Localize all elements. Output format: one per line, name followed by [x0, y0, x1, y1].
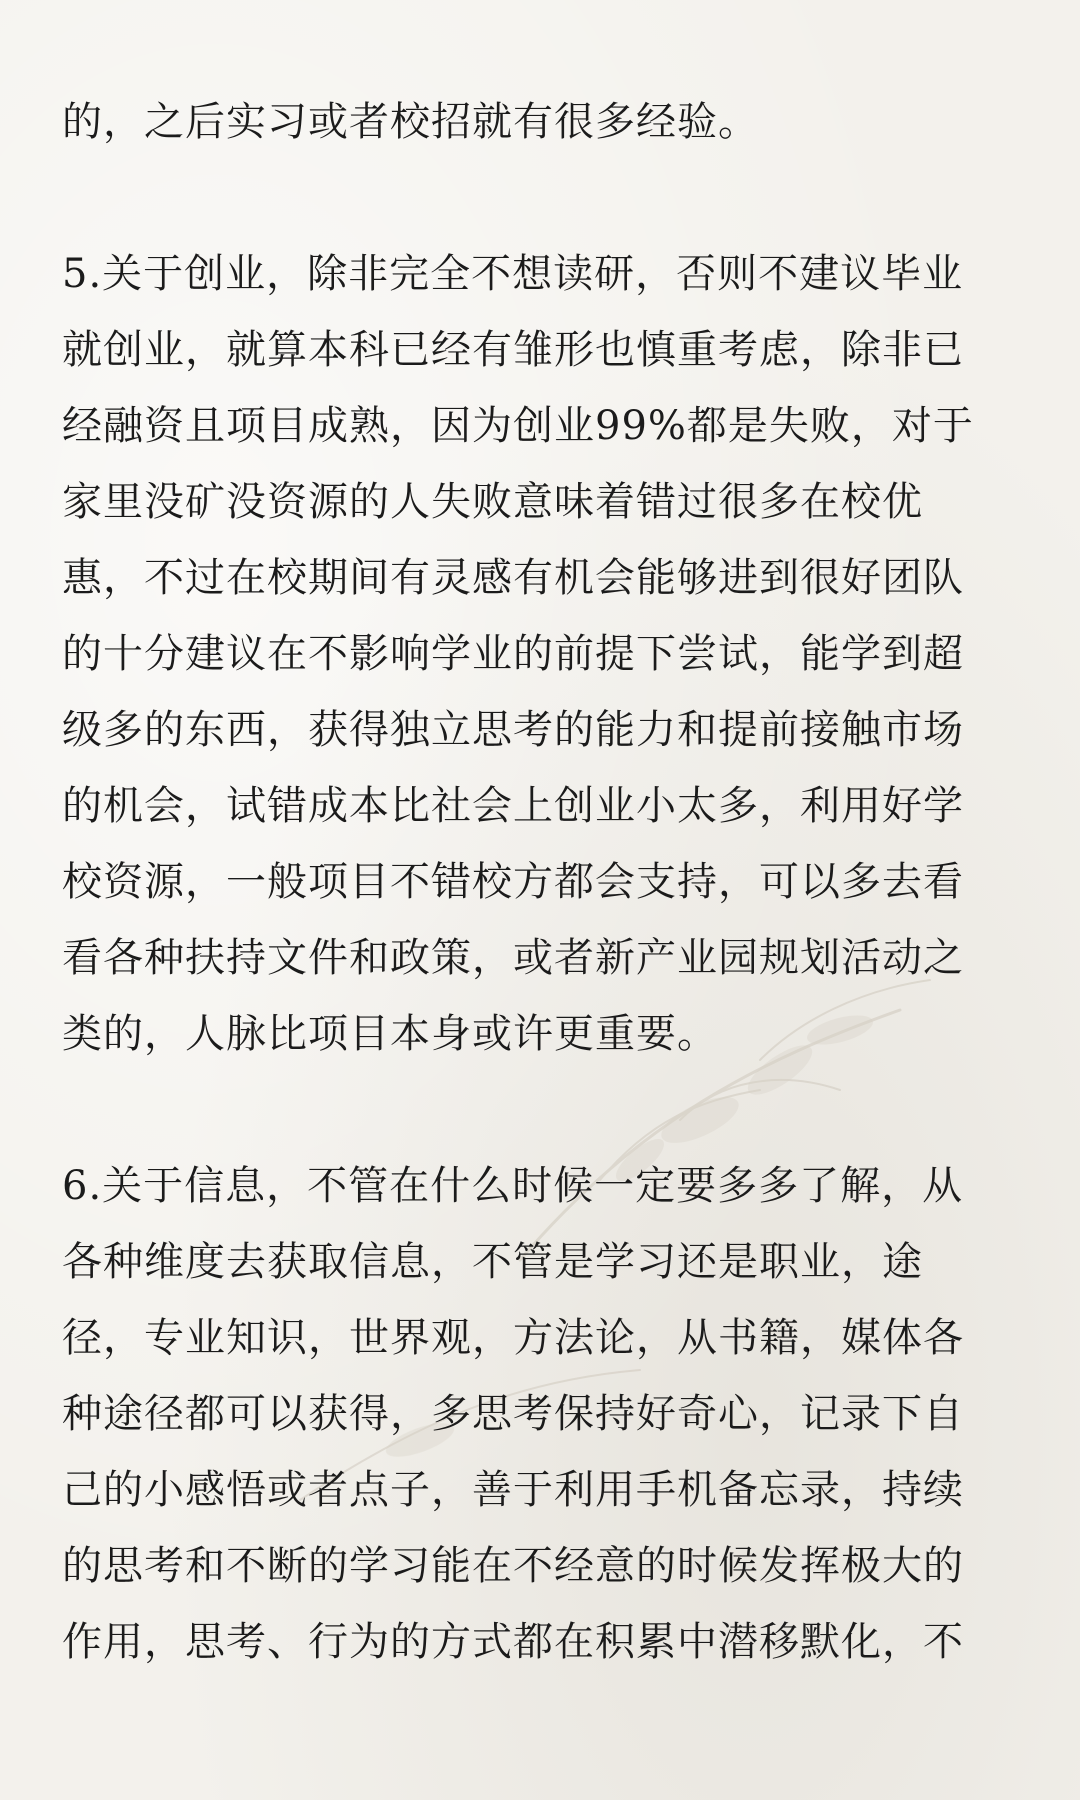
text-line: 的十分建议在不影响学业的前提下尝试，能学到超: [62, 631, 964, 677]
text-line: 就创业，就算本科已经有雏形也慎重考虑，除非已: [62, 327, 964, 373]
text-line: 看各种扶持文件和政策，或者新产业园规划活动之: [62, 935, 964, 981]
text-line: 己的小感悟或者点子，善于利用手机备忘录，持续: [62, 1467, 964, 1513]
text-line: 类的，人脉比项目本身或许更重要。: [62, 1011, 718, 1057]
paragraph-gap: [62, 1072, 1018, 1148]
text-line: 惠，不过在校期间有灵感有机会能够进到很好团队: [62, 555, 964, 601]
text-line: 级多的东西，获得独立思考的能力和提前接触市场: [62, 707, 964, 753]
paragraph-entrepreneurship: [62, 236, 1018, 1072]
text-line: 经融资且项目成熟，因为创业99%都是失败，对于: [62, 403, 974, 449]
text-line: 5.关于创业，除非完全不想读研，否则不建议毕业: [62, 251, 964, 297]
text-line: 的机会，试错成本比社会上创业小太多，利用好学: [62, 783, 964, 829]
article-body: [62, 84, 1018, 1680]
text-line: 径，专业知识，世界观，方法论，从书籍，媒体各: [62, 1315, 964, 1361]
text-line: 6.关于信息，不管在什么时候一定要多多了解，从: [62, 1163, 964, 1209]
paragraph-gap: [62, 160, 1018, 236]
text-line: 家里没矿没资源的人失败意味着错过很多在校优: [62, 479, 923, 525]
text-line: 校资源，一般项目不错校方都会支持，可以多去看: [62, 859, 964, 905]
paragraph-information: [62, 1148, 1018, 1680]
text-line: 种途径都可以获得，多思考保持好奇心，记录下自: [62, 1391, 964, 1437]
text-line: 的思考和不断的学习能在不经意的时候发挥极大的: [62, 1543, 964, 1589]
paragraph-intro-tail: [62, 84, 1018, 160]
text-line: 的，之后实习或者校招就有很多经验。: [62, 99, 759, 145]
text-line: 各种维度去获取信息，不管是学习还是职业，途: [62, 1239, 923, 1285]
text-line: 作用，思考、行为的方式都在积累中潜移默化，不: [62, 1619, 964, 1665]
